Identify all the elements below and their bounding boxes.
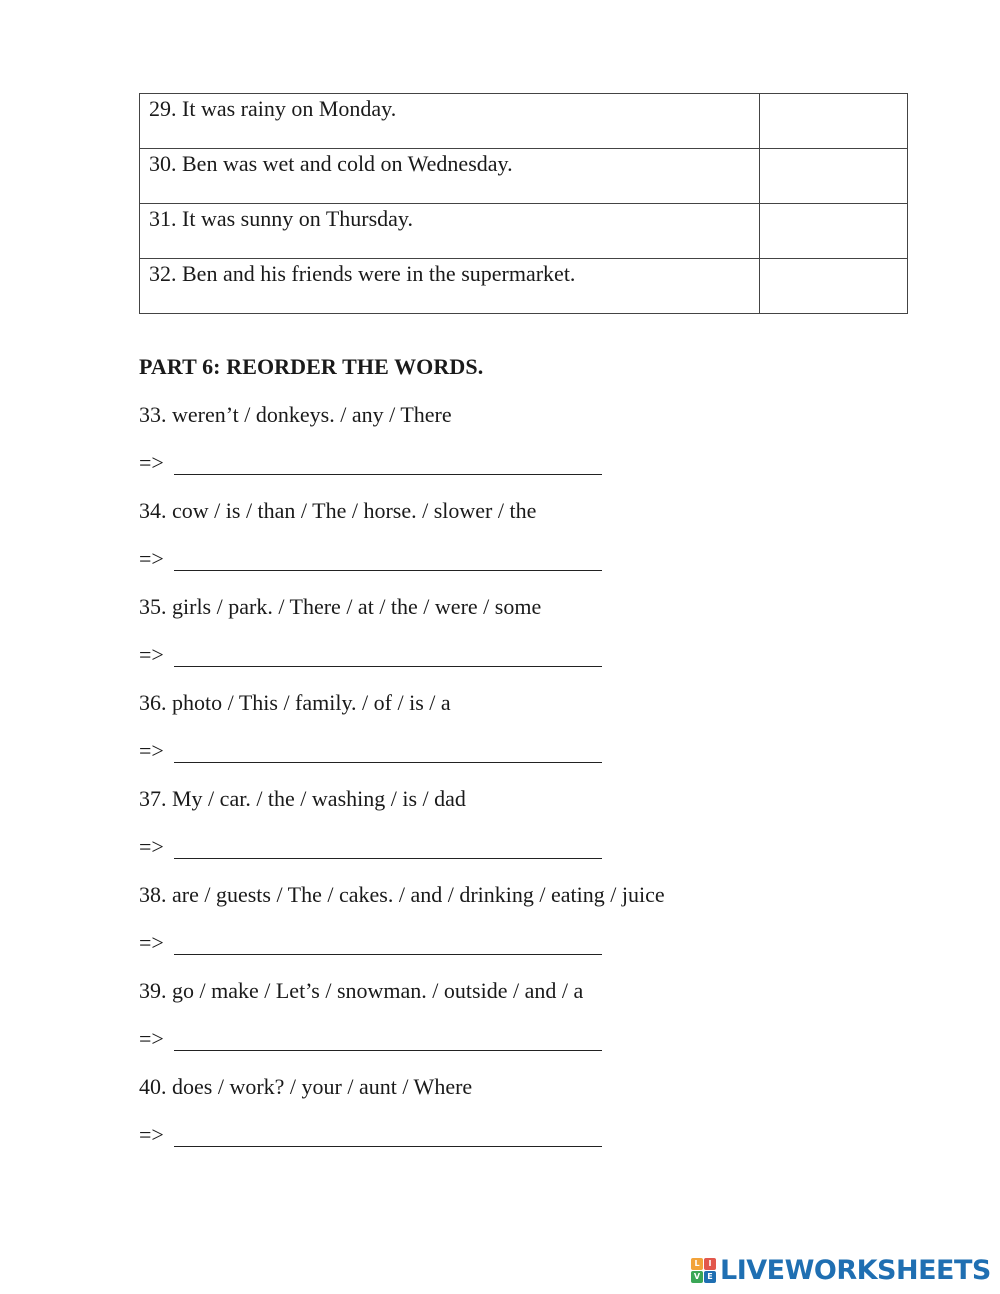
arrow-label: => xyxy=(139,1122,164,1147)
arrow-label: => xyxy=(139,834,164,859)
reorder-prompt: 33. weren’t / donkeys. / any / There xyxy=(139,402,452,427)
answer-line xyxy=(139,832,899,880)
answer-input[interactable] xyxy=(174,640,602,667)
list-item xyxy=(139,1072,899,1168)
logo-tile: E xyxy=(704,1271,716,1283)
answer-line xyxy=(139,448,899,496)
reorder-prompt: 37. My / car. / the / washing / is / dad xyxy=(139,786,466,811)
answer-box[interactable] xyxy=(760,204,908,259)
reorder-prompt: 38. are / guests / The / cakes. / and / drinking / eating / juice xyxy=(139,882,665,907)
answer-line xyxy=(139,640,899,688)
arrow-label: => xyxy=(139,738,164,763)
answer-line xyxy=(139,736,899,784)
arrow-label: => xyxy=(139,450,164,475)
table-row xyxy=(140,259,908,314)
answer-input[interactable] xyxy=(174,736,602,763)
statement-cell: 29. It was rainy on Monday. xyxy=(140,94,760,149)
arrow-label: => xyxy=(139,930,164,955)
liveworksheets-logo-icon xyxy=(691,1258,716,1283)
reorder-prompt: 35. girls / park. / There / at / the / were / some xyxy=(139,594,542,619)
answer-box[interactable] xyxy=(760,259,908,314)
list-item xyxy=(139,784,899,880)
brand-name: LIVEWORKSHEETS xyxy=(720,1254,991,1286)
arrow-label: => xyxy=(139,546,164,571)
arrow-label: => xyxy=(139,642,164,667)
liveworksheets-brand xyxy=(691,1255,991,1285)
reorder-items-list xyxy=(139,400,899,1168)
table-row xyxy=(140,149,908,204)
list-item xyxy=(139,400,899,496)
answer-box[interactable] xyxy=(760,149,908,204)
logo-tile: L xyxy=(691,1258,703,1270)
logo-tile: V xyxy=(691,1271,703,1283)
list-item xyxy=(139,688,899,784)
answer-input[interactable] xyxy=(174,448,602,475)
true-false-table xyxy=(139,93,908,314)
part-6-heading: PART 6: REORDER THE WORDS. xyxy=(139,354,484,379)
answer-input[interactable] xyxy=(174,928,602,955)
reorder-prompt: 36. photo / This / family. / of / is / a xyxy=(139,690,451,715)
answer-box[interactable] xyxy=(760,94,908,149)
answer-input[interactable] xyxy=(174,1120,602,1147)
statement-cell: 31. It was sunny on Thursday. xyxy=(140,204,760,259)
list-item xyxy=(139,496,899,592)
table-row xyxy=(140,204,908,259)
list-item xyxy=(139,592,899,688)
answer-line xyxy=(139,928,899,976)
logo-tile: I xyxy=(704,1258,716,1270)
answer-line xyxy=(139,1024,899,1072)
reorder-prompt: 39. go / make / Let’s / snowman. / outside / and / a xyxy=(139,978,584,1003)
answer-input[interactable] xyxy=(174,544,602,571)
reorder-prompt: 34. cow / is / than / The / horse. / slower / the xyxy=(139,498,537,523)
answer-line xyxy=(139,544,899,592)
table-row xyxy=(140,94,908,149)
answer-line xyxy=(139,1120,899,1168)
statement-cell: 30. Ben was wet and cold on Wednesday. xyxy=(140,149,760,204)
list-item xyxy=(139,880,899,976)
reorder-prompt: 40. does / work? / your / aunt / Where xyxy=(139,1074,473,1099)
arrow-label: => xyxy=(139,1026,164,1051)
statement-cell: 32. Ben and his friends were in the supermarket. xyxy=(140,259,760,314)
list-item xyxy=(139,976,899,1072)
answer-input[interactable] xyxy=(174,832,602,859)
answer-input[interactable] xyxy=(174,1024,602,1051)
